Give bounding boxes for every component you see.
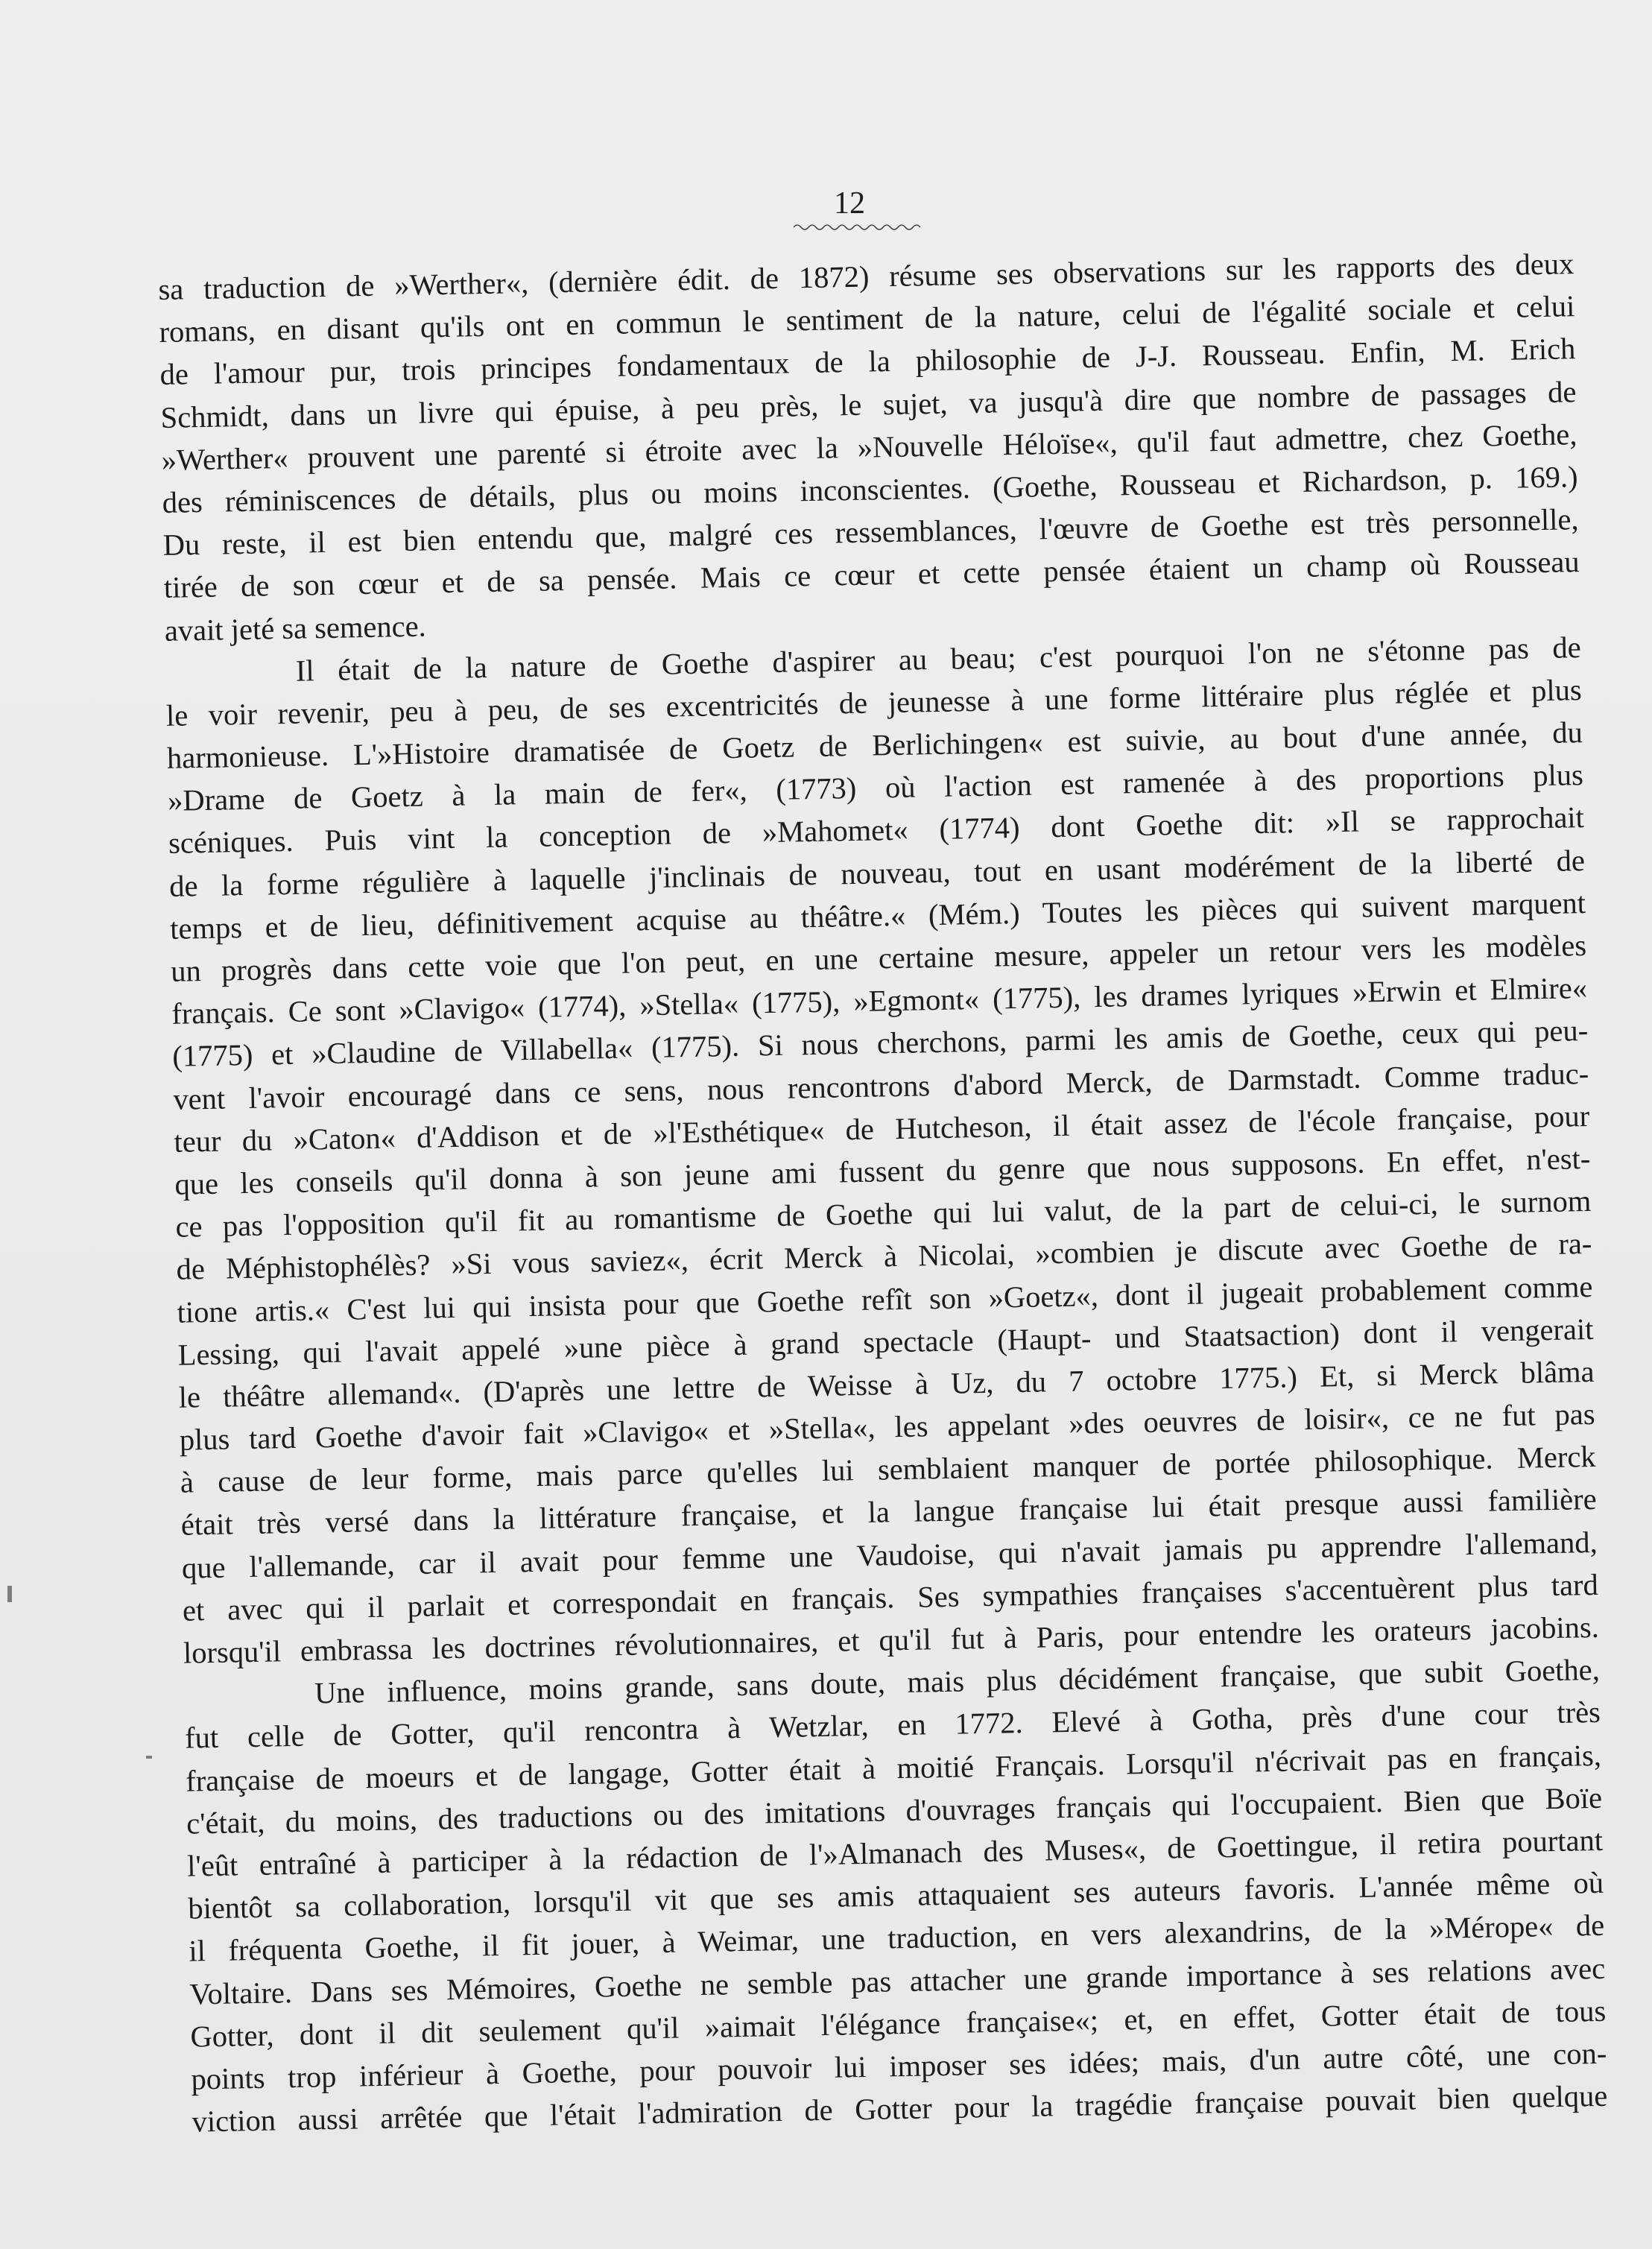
text-line-15: de la forme régulière à laquelle j'inclinais de nouveau, tout en usant modérément de la liberté de [168,843,1586,903]
text-line-43: points trop inférieur à Goethe, pour pouvoir lui imposer ses idées; mais, d'un autre côté, une con- [191,2036,1607,2096]
text-line-27: le théâtre allemand«. (D'après une lettre de Weisse à Uz, du 7 octobre 1775.) Et, si Merck blâma [178,1354,1595,1414]
text-line-3: de l'amour pur, trois principes fondamentaux de la philosophie de J-J. Rousseau. Enfin, M. Erich [159,332,1576,392]
text-line-8: tirée de son cœur et de sa pensée. Mais ce cœur et cette pensée étaient un champ où Rousseau [163,545,1580,605]
text-line-10: Il était de la nature de Goethe d'aspirer au beau; c'est pourquoi l'on ne s'étonne pas de [295,630,1582,688]
body-text [158,242,1608,2143]
text-line-21: teur du »Caton« d'Addison et de »l'Esthétique« de Hutcheson, il était assez de l'école française, pour [174,1098,1590,1159]
text-line-13: »Drame de Goetz à la main de fer«, (1773) où l'action est ramenée à des proportions plus [167,758,1584,818]
text-line-44: viction aussi arrêtée que l'était l'admiration de Gotter pour la tragédie française pouvait bien quelque [192,2078,1608,2139]
text-line-40: il fréquenta Goethe, il fit jouer, à Weimar, une traduction, en vers alexandrins, de la »Mérope« de [188,1908,1605,1968]
margin-speck-mark [146,1756,152,1759]
text-line-7: Du reste, il est bien entendu que, malgré ces ressemblances, l'œuvre de Goethe est très personnelle, [162,502,1579,563]
text-line-17: un progrès dans cette voie que l'on peut, en une certaine mesure, appeler un retour vers les modèles [170,929,1587,988]
text-line-26: Lessing, qui l'avait appelé »une pièce à grand spectacle (Haupt- und Staatsaction) dont il vengerait [177,1312,1594,1372]
text-line-9: avait jeté sa semence. [164,608,427,648]
text-line-2: romans, en disant qu'ils ont en commun le sentiment de la nature, celui de l'égalité sociale et celui [159,289,1575,349]
text-line-24: de Méphistophélès? »Si vous saviez«, écrit Merck à Nicolai, »combien je discute avec Goethe de ra- [176,1227,1592,1287]
text-line-31: que l'allemande, car il avait pour femme une Vaudoise, qui n'avait jamais pu apprendre l'allemand, [181,1525,1598,1585]
text-line-34: Une influence, moins grande, sans doute, mais plus décidément française, que subit Goethe, [314,1653,1601,1710]
text-line-11: le voir revenir, peu à peu, de ses excentricités de jeunesse à une forme littéraire plus réglée et plus [165,672,1583,733]
text-line-5: »Werther« prouvent une parenté si étroite avec la »Nouvelle Héloïse«, qu'il faut admettre, chez Goethe, [161,417,1577,477]
text-line-36: française de moeurs et de langage, Gotter était à moitié Français. Lorsqu'il n'écrivait pas en français, [185,1738,1602,1798]
text-line-14: scéniques. Puis vint la conception de »Mahomet« (1774) dont Goethe dit: »Il se rapprochait [168,800,1585,861]
text-line-33: lorsqu'il embrassa les doctrines révolutionnaires, et qu'il fut à Paris, pour entendre les orateurs jacobins. [183,1610,1600,1670]
text-line-37: c'était, du moins, des traductions ou des imitations d'ouvrages français qui l'occupaient. Bien que Boïe [186,1780,1603,1841]
text-line-32: et avec qui il parlait et correspondait en français. Ses sympathies françaises s'accentuèrent plus tard [182,1567,1599,1628]
text-line-4: Schmidt, dans un livre qui épuise, à peu près, le sujet, va jusqu'à dire que nombre de passages de [160,374,1577,434]
margin-speck-mark [7,1586,12,1602]
text-line-25: tione artis.« C'est lui qui insista pour que Goethe refît son »Goetz«, dont il jugeait probablement comme [177,1269,1593,1329]
text-line-22: que les conseils qu'il donna à son jeune ami fussent du genre que nous supposons. En effet, n'est- [174,1141,1591,1201]
text-line-18: français. Ce sont »Clavigo« (1774), »Stella« (1775), »Egmont« (1775), les drames lyriques »Erwin et Elmire« [171,971,1588,1031]
text-line-42: Gotter, dont il dit seulement qu'il »aimait l'élégance française«; et, en effet, Gotter était de tous [190,1993,1607,2054]
text-line-41: Voltaire. Dans ses Mémoires, Goethe ne semble pas attacher une grande importance à ses relations avec [189,1951,1606,2011]
text-line-16: temps et de lieu, définitivement acquise au théâtre.« (Mém.) Toutes les pièces qui suivent marquent [169,885,1586,946]
text-line-12: harmonieuse. L'»Histoire dramatisée de Goetz de Berlichingen« est suivie, au bout d'une année, du [166,715,1583,775]
text-line-20: vent l'avoir encouragé dans ce sens, nous rencontrons d'abord Merck, de Darmstadt. Comme traduc- [173,1056,1589,1116]
text-line-30: était très versé dans la littérature française, et la langue française lui était presque aussi familière [180,1482,1598,1543]
text-line-1: sa traduction de »Werther«, (dernière édit. de 1872) résume ses observations sur les rapports des deux [158,247,1575,306]
text-line-29: à cause de leur forme, mais parce qu'elles lui semblaient manquer de portée philosophique. Merck [180,1440,1596,1499]
text-line-23: ce pas l'opposition qu'il fit au romantisme de Goethe qui lui valut, de la part de celui-ci, le surnom [175,1184,1592,1244]
text-line-39: bientôt sa collaboration, lorsqu'il vit que ses amis attaquaient ses auteurs favoris. L'année même où [187,1865,1604,1926]
text-line-6: des réminiscences de détails, plus ou moins inconscientes. (Goethe, Rousseau et Richardson, p. 169.) [162,460,1578,519]
text-line-35: fut celle de Gotter, qu'il rencontra à Wetzlar, en 1772. Elevé à Gotha, près d'une cour très [184,1695,1601,1756]
text-line-28: plus tard Goethe d'avoir fait »Clavigo« et »Stella«, les appelant »des oeuvres de loisir«, ce ne fut pas [179,1396,1595,1457]
text-line-38: l'eût entraîné à participer à la rédaction de l'»Almanach des Muses«, de Goettingue, il retira pourtant [186,1823,1604,1883]
page-number: 12 [834,186,865,221]
text-line-19: (1775) et »Claudine de Villabella« (1775). Si nous cherchons, parmi les amis de Goethe, ceux qui peu- [171,1013,1589,1074]
wavy-rule-ornament [794,222,920,233]
